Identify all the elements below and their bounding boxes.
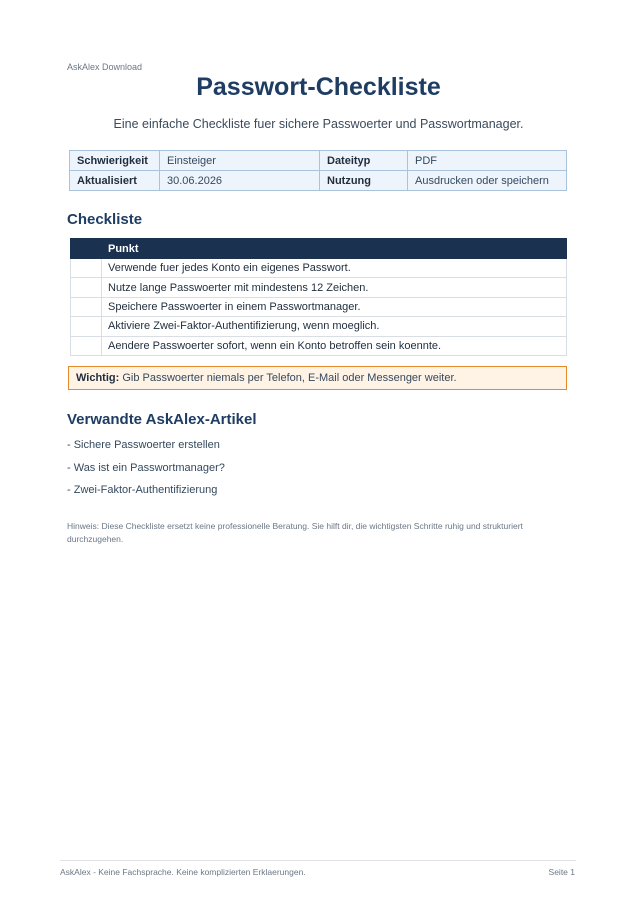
footer-divider — [60, 860, 576, 861]
disclaimer-text: Hinweis: Diese Checkliste ersetzt keine professionelle Beratung. Sie hilft dir, die wichtigsten Schritte ruhig und strukturiert durchzugehen. — [67, 521, 523, 544]
page-title: Passwort-Checkliste — [196, 73, 441, 101]
checkbox-cell[interactable] — [71, 336, 102, 355]
page-subtitle: Eine einfache Checkliste fuer sichere Passwoerter und Passwortmanager. — [113, 117, 524, 131]
meta-row — [70, 151, 567, 171]
related-list — [67, 439, 225, 507]
checklist-header-row — [71, 239, 567, 259]
checkbox-cell[interactable] — [71, 317, 102, 336]
checklist-item: Speichere Passwoerter in einem Passwortmanager. — [102, 297, 567, 316]
note-label: Wichtig: — [76, 372, 120, 384]
meta-value: PDF — [408, 151, 567, 171]
table-row — [71, 278, 567, 297]
meta-row — [70, 171, 567, 191]
meta-value: Ausdrucken oder speichern — [408, 171, 567, 191]
meta-key: Aktualisiert — [70, 171, 160, 191]
important-note — [68, 366, 567, 390]
table-row — [71, 259, 567, 278]
checklist-item: Aendere Passwoerter sofort, wenn ein Konto betroffen sein koennte. — [102, 336, 567, 355]
checklist-item: Aktiviere Zwei-Faktor-Authentifizierung, wenn moeglich. — [102, 317, 567, 336]
related-link[interactable]: - Sichere Passwoerter erstellen — [67, 439, 220, 451]
table-row — [71, 317, 567, 336]
checklist-item: Nutze lange Passwoerter mit mindestens 12 Zeichen. — [102, 278, 567, 297]
meta-value: 30.06.2026 — [160, 171, 320, 191]
table-row — [71, 336, 567, 355]
checklist-item: Verwende fuer jedes Konto ein eigenes Passwort. — [102, 259, 567, 278]
checklist-table — [70, 238, 567, 356]
checkbox-column-header — [71, 239, 102, 259]
column-header-punkt: Punkt — [102, 239, 567, 259]
meta-key: Dateityp — [320, 151, 408, 171]
meta-table — [69, 150, 567, 191]
checklist-heading: Checkliste — [67, 211, 143, 228]
related-link[interactable]: - Zwei-Faktor-Authentifizierung — [67, 484, 218, 496]
checkbox-cell[interactable] — [71, 259, 102, 278]
note-text: Gib Passwoerter niemals per Telefon, E-Mail oder Messenger weiter. — [119, 372, 457, 384]
footer-tagline: AskAlex - Keine Fachsprache. Keine komplizierten Erklaerungen. — [60, 867, 306, 877]
page-number: Seite 1 — [548, 867, 575, 877]
related-heading: Verwandte AskAlex-Artikel — [67, 411, 257, 428]
meta-value: Einsteiger — [160, 151, 320, 171]
checkbox-cell[interactable] — [71, 278, 102, 297]
meta-key: Schwierigkeit — [70, 151, 160, 171]
brand-label: AskAlex Download — [67, 62, 143, 72]
related-link[interactable]: - Was ist ein Passwortmanager? — [67, 461, 225, 474]
meta-key: Nutzung — [320, 171, 408, 191]
table-row — [71, 297, 567, 316]
checkbox-cell[interactable] — [71, 297, 102, 316]
